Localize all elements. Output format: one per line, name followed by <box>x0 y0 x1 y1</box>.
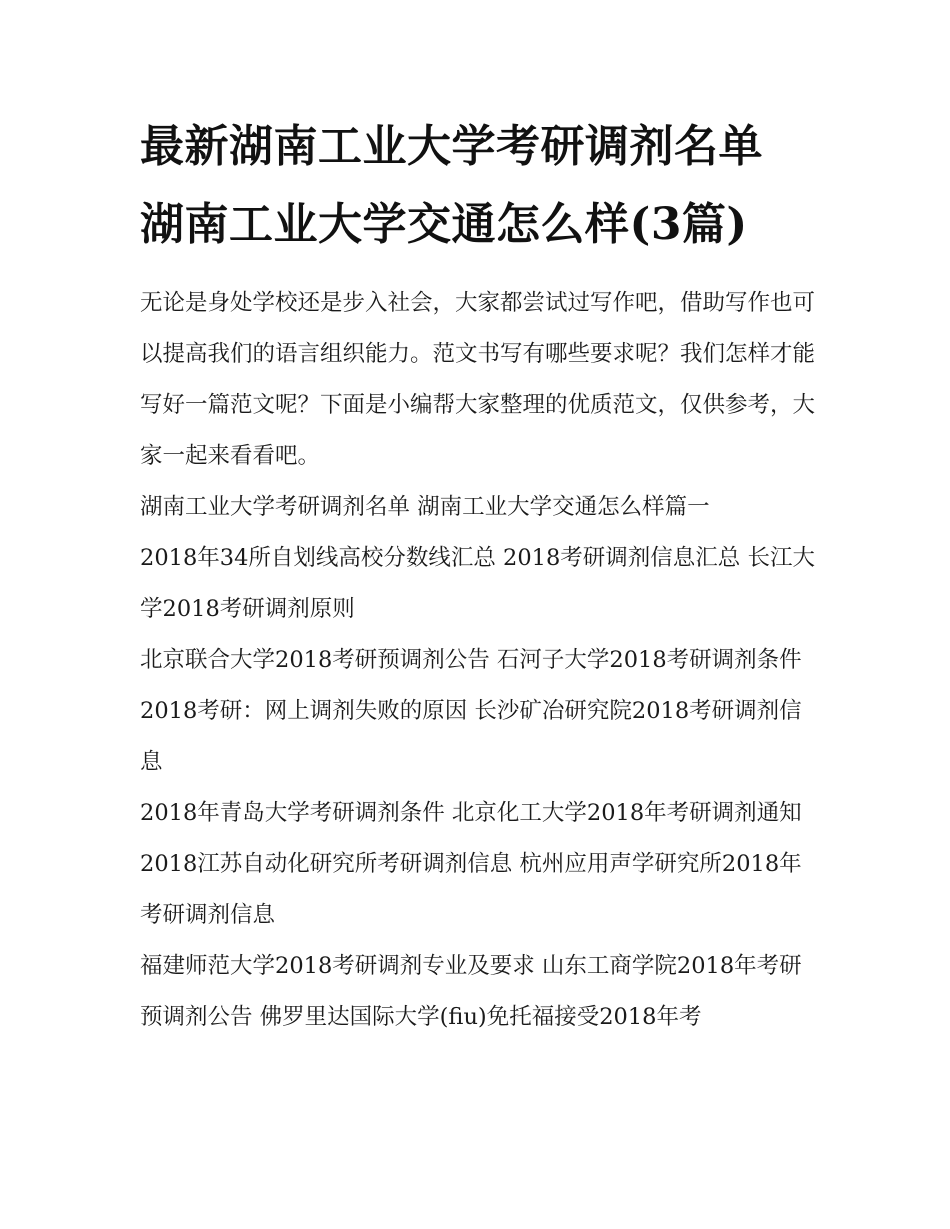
document-body <box>140 108 815 1043</box>
list-item: 福建师范大学2018考研调剂专业及要求 山东工商学院2018年考研预调剂公告 佛罗里达国际大学(fiu)免托福接受2018年考 <box>140 953 802 1030</box>
list-item: 2018年34所自划线高校分数线汇总 2018考研调剂信息汇总 长江大学2018考研调剂原则 <box>140 545 815 622</box>
section-heading: 湖南工业大学考研调剂名单 湖南工业大学交通怎么样篇一 <box>140 494 710 520</box>
list-item: 北京联合大学2018考研预调剂公告 石河子大学2018考研调剂条件 2018考研：网上调剂失败的原因 长沙矿冶研究院2018考研调剂信息 <box>140 647 802 775</box>
document-title: 最新湖南工业大学考研调剂名单 湖南工业大学交通怎么样(3篇) <box>140 121 763 250</box>
intro-paragraph: 无论是身处学校还是步入社会，大家都尝试过写作吧，借助写作也可以提高我们的语言组织能力。范文书写有哪些要求呢？我们怎样才能写好一篇范文呢？下面是小编帮大家整理的优质范文，仅供参考，大家一起来看看吧。 <box>140 290 816 469</box>
list-item: 2018年青岛大学考研调剂条件 北京化工大学2018年考研调剂通知 2018江苏自动化研究所考研调剂信息 杭州应用声学研究所2018年考研调剂信息 <box>140 800 802 928</box>
